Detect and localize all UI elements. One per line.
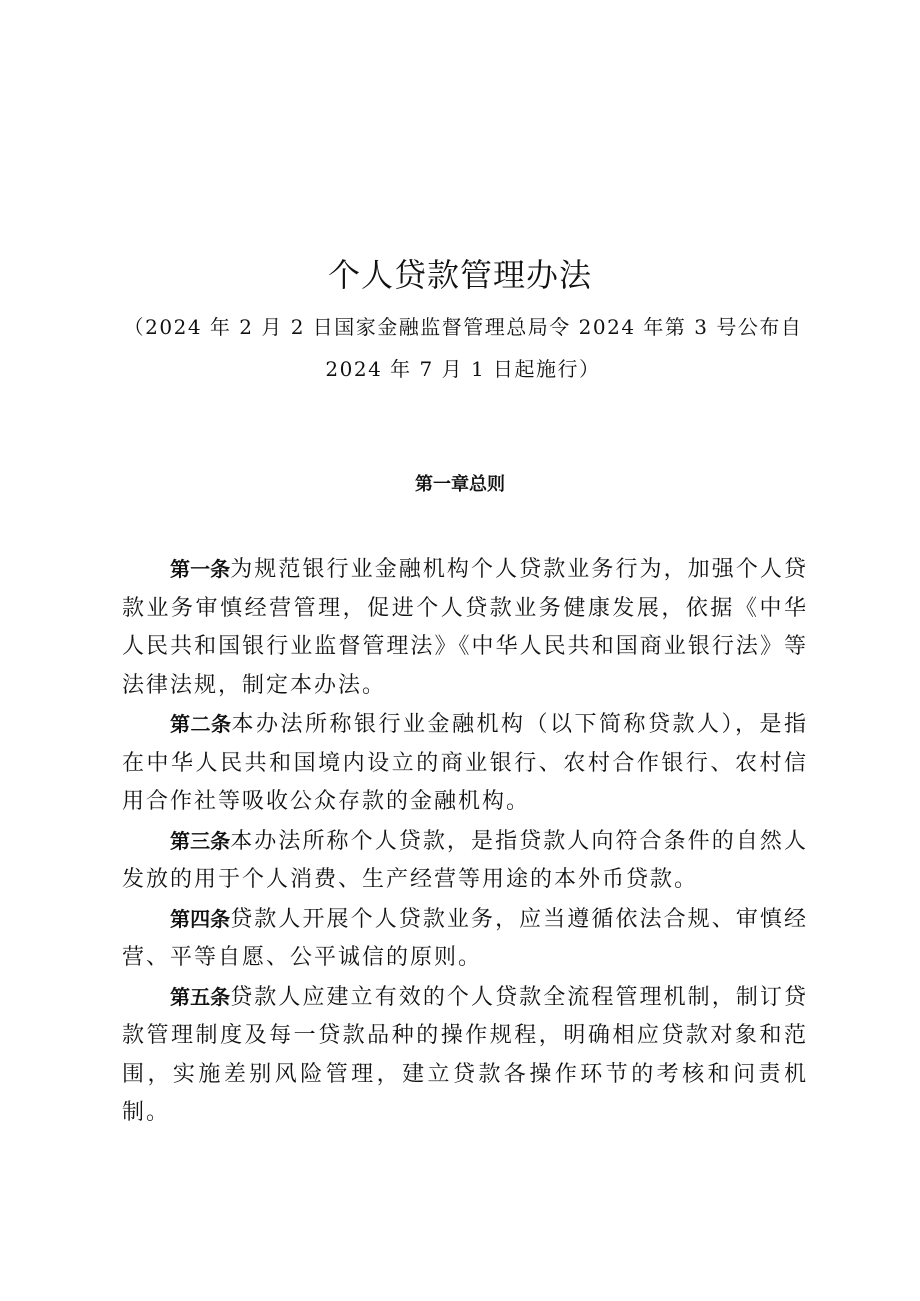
article-number: 第四条 bbox=[170, 906, 231, 931]
article-5 bbox=[122, 978, 808, 1133]
document-body bbox=[122, 550, 808, 1133]
article-text: 为规范银行业金融机构个人贷款业务行为，加强个人贷款业务审慎经营管理，促进个人贷款业务健康发展，依据《中华人民共和国银行业监督管理法》《中华人民共和国商业银行法》等法律法规，制定本办法。 bbox=[122, 557, 808, 698]
article-1 bbox=[122, 550, 808, 705]
article-text: 贷款人应建立有效的个人贷款全流程管理机制，制订贷款管理制度及每一贷款品种的操作规程，明确相应贷款对象和范围，实施差别风险管理，建立贷款各操作环节的考核和问责机制。 bbox=[122, 984, 808, 1125]
article-number: 第一条 bbox=[170, 557, 231, 581]
document-title: 个人贷款管理办法 bbox=[327, 256, 592, 294]
article-4 bbox=[122, 900, 808, 978]
article-number: 第三条 bbox=[170, 828, 231, 853]
article-2 bbox=[122, 705, 808, 822]
chapter-heading: 第一章总则 bbox=[415, 474, 505, 495]
article-number: 第五条 bbox=[170, 984, 231, 1009]
article-text: 本办法所称个人贷款，是指贷款人向符合条件的自然人发放的用于个人消费、生产经营等用途的本外币贷款。 bbox=[122, 828, 808, 892]
article-text: 贷款人开展个人贷款业务，应当遵循依法合规、审慎经营、平等自愿、公平诚信的原则。 bbox=[122, 906, 808, 970]
article-text: 本办法所称银行业金融机构（以下简称贷款人），是指在中华人民共和国境内设立的商业银行、农村合作银行、农村信用合作社等吸收公众存款的金融机构。 bbox=[122, 712, 808, 814]
subtitle-line-2: 2024 年 7 月 1 日起施行） bbox=[325, 357, 601, 381]
article-number: 第二条 bbox=[170, 712, 232, 736]
subtitle-line-1: （2024 年 2 月 2 日国家金融监督管理总局令 2024 年第 3 号公布自 bbox=[123, 315, 803, 339]
article-3 bbox=[122, 822, 808, 900]
document-subtitle bbox=[118, 306, 808, 390]
